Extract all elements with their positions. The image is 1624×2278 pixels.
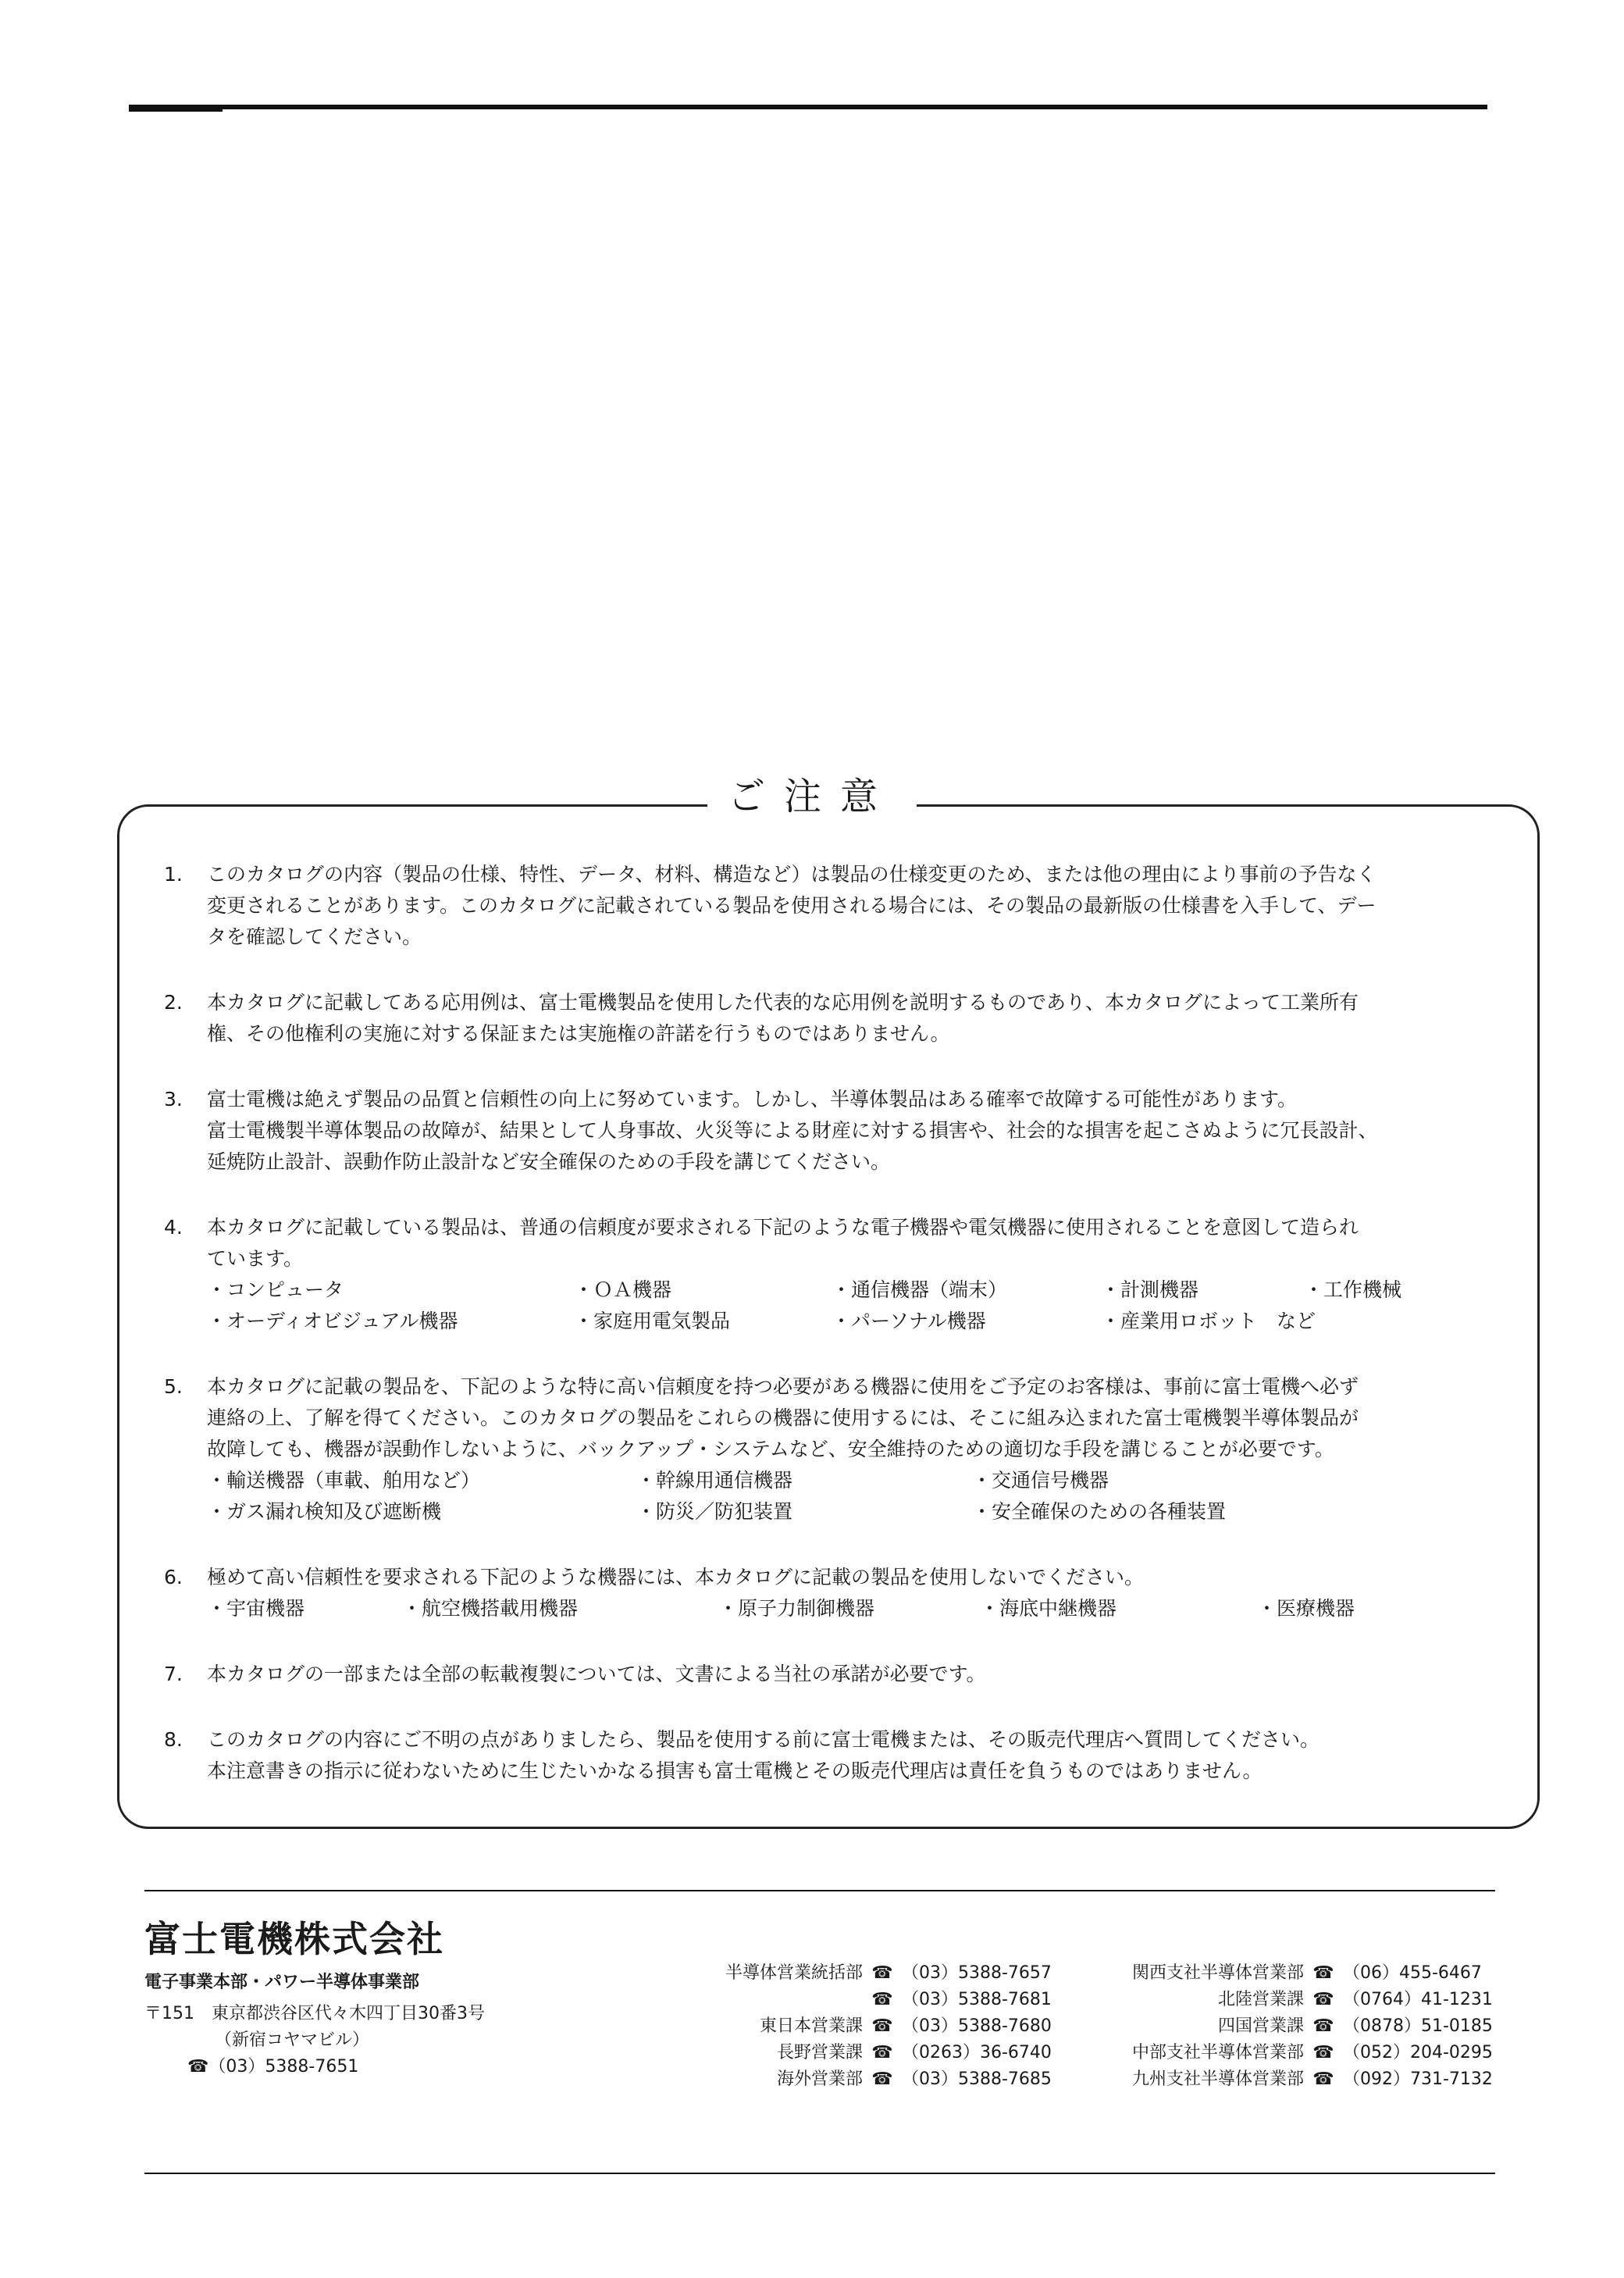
item-body (207, 1084, 1507, 1178)
notice-item-6 (164, 1562, 1507, 1624)
item-line: 故障しても、機器が誤動作しないように、バックアップ・システムなど、安全維持のための適切な手段を講じることが必要です。 (207, 1438, 1334, 1460)
contact-name: 東日本営業課 (759, 2016, 863, 2036)
item-number: 1. (164, 863, 183, 886)
list-item: ・輸送機器（車載、舶用など） (207, 1469, 481, 1492)
item-line: 本カタログに記載の製品を、下記のような特に高い信頼度を持つ必要がある機器に使用をご予定のお客様は、事前に富士電機へ必ず (207, 1375, 1359, 1398)
list-item (1304, 1306, 1507, 1337)
contact-row (671, 1960, 1052, 1987)
footer-rule-top (144, 1890, 1495, 1891)
notice-item-2 (164, 987, 1507, 1050)
list-item: ・ＯＡ機器 (574, 1278, 672, 1301)
equipment-list (207, 1465, 1507, 1528)
list-item: ・海底中継機器 (980, 1597, 1117, 1620)
contact-row (671, 2040, 1052, 2066)
list-item: ・交通信号機器 (972, 1469, 1109, 1492)
phone-icon: ☎ (1312, 2069, 1334, 2089)
list-item: ・パーソナル機器 (832, 1310, 986, 1332)
notice-item-1 (164, 859, 1507, 953)
item-line: 連絡の上、了解を得てください。このカタログの製品をこれらの機器に使用するには、そこに組み込まれた富士電機製半導体製品が (207, 1406, 1359, 1429)
item-line: 富士電機は絶えず製品の品質と信頼性の向上に努めています。しかし、半導体製品はある確率で故障する可能性があります。 (207, 1088, 1298, 1110)
contact-phone: （0263）36-6740 (902, 2043, 1052, 2062)
item-body (207, 1371, 1507, 1528)
notice-item-3 (164, 1084, 1507, 1178)
list-item: ・航空機搭載用機器 (402, 1597, 579, 1620)
item-line: 本カタログに記載してある応用例は、富士電機製品を使用した代表的な応用例を説明するものであり、本カタログによって工業所有 (207, 991, 1359, 1014)
contacts-left (671, 1960, 1052, 2093)
phone-icon: ☎ (1312, 2016, 1334, 2036)
contact-row (1085, 2013, 1493, 2040)
contact-name: 北陸営業課 (1217, 1990, 1304, 2009)
phone-icon: ☎ (1312, 1963, 1334, 1983)
item-line: 本カタログに記載している製品は、普通の信頼度が要求される下記のような電子機器や電気機器に使用されることを意図して造られ (207, 1216, 1359, 1239)
item-line: ています。 (207, 1247, 304, 1270)
contact-row (1085, 1960, 1493, 1987)
contacts-right (1085, 1960, 1493, 2093)
contact-phone: （03）5388-7680 (902, 2016, 1052, 2036)
list-item: ・家庭用電気製品 (574, 1310, 731, 1332)
top-rule (129, 105, 1487, 109)
notice-item-4 (164, 1212, 1507, 1337)
list-item: ・幹線用通信機器 (636, 1469, 793, 1492)
contact-row (1085, 2040, 1493, 2066)
contact-name: 九州支社半導体営業部 (1131, 2069, 1304, 2089)
contact-name: 海外営業部 (776, 2069, 863, 2089)
item-line: 変更されることがあります。このカタログに記載されている製品を使用される場合には、その製品の最新版の仕様書を入手して、デー (207, 894, 1376, 917)
item-body (207, 1562, 1507, 1624)
notice-item-8 (164, 1724, 1507, 1787)
contact-phone: （03）5388-7657 (902, 1963, 1052, 1983)
item-line: 権、その他権利の実施に対する保証または実施権の許諾を行うものではありません。 (207, 1022, 950, 1045)
contact-name: 長野営業課 (776, 2043, 863, 2062)
list-item: ・工作機械 (1304, 1278, 1402, 1301)
phone-icon: ☎ (871, 1990, 893, 2009)
address-phone: ☎（03）5388-7651 (187, 2057, 359, 2077)
item-number: 2. (164, 991, 183, 1014)
equipment-list (207, 1274, 1507, 1337)
notice-title: ご注意 (707, 775, 917, 818)
contact-row (671, 2013, 1052, 2040)
list-item: ・医療機器 (1257, 1597, 1355, 1620)
item-number: 3. (164, 1088, 183, 1110)
list-item: ・計測機器 (1101, 1278, 1199, 1301)
contact-phone: （06）455-6467 (1343, 1963, 1482, 1983)
item-line: タを確認してください。 (207, 925, 422, 948)
item-body (207, 1724, 1507, 1787)
phone-icon: ☎ (871, 2069, 893, 2089)
contact-phone: （0764）41-1231 (1343, 1990, 1493, 2009)
footer-rule-bottom (144, 2173, 1495, 2174)
phone-icon: ☎ (871, 1963, 893, 1983)
list-item: ・通信機器（端末） (832, 1278, 1008, 1301)
contact-phone: （052）204-0295 (1343, 2043, 1493, 2062)
contact-name: 半導体営業統括部 (725, 1963, 863, 1983)
contact-row (671, 1987, 1052, 2013)
contact-phone: （0878）51-0185 (1343, 2016, 1493, 2036)
notice-item-7 (164, 1659, 1507, 1690)
contact-phone: （03）5388-7681 (902, 1990, 1052, 2009)
list-item: ・宇宙機器 (207, 1597, 305, 1620)
address-building: （新宿コヤマビル） (215, 2030, 370, 2050)
phone-icon: ☎ (1312, 2043, 1334, 2062)
division-name: 電子事業本部・パワー半導体事業部 (144, 1973, 420, 1992)
notice-title-wrap (0, 773, 1624, 820)
item-number: 6. (164, 1566, 183, 1588)
company-name: 富士電機株式会社 (144, 1918, 444, 1960)
item-body (207, 987, 1507, 1050)
notice-list (164, 859, 1507, 1821)
contact-phone: （03）5388-7685 (902, 2069, 1052, 2089)
item-body (207, 1212, 1507, 1337)
item-number: 8. (164, 1728, 183, 1751)
list-item: ・防災／防犯装置 (636, 1500, 793, 1523)
item-line: 本注意書きの指示に従わないために生じたいかなる損害も富士電機とその販売代理店は責任を負うものではありません。 (207, 1759, 1263, 1782)
item-body (207, 1659, 1507, 1690)
list-item: ・安全確保のための各種装置 (972, 1500, 1227, 1523)
contact-name: 四国営業課 (1217, 2016, 1304, 2036)
address-line: 〒151 東京都渋谷区代々木四丁目30番3号 (144, 2004, 485, 2023)
list-item: ・ガス漏れ検知及び遮断機 (207, 1500, 442, 1523)
item-number: 5. (164, 1375, 183, 1398)
contact-name: 中部支社半導体営業部 (1131, 2043, 1304, 2062)
item-body (207, 859, 1507, 953)
equipment-list (207, 1593, 1507, 1624)
phone-icon: ☎ (1312, 1990, 1334, 2009)
contact-row (1085, 2066, 1493, 2093)
contact-name: 関西支社半導体営業部 (1131, 1963, 1304, 1983)
contact-name (671, 1987, 863, 2013)
item-line: このカタログの内容（製品の仕様、特性、データ、材料、構造など）は製品の仕様変更のため、または他の理由により事前の予告なく (207, 863, 1376, 886)
list-item: ・産業用ロボット など (1101, 1310, 1316, 1332)
contact-phone: （092）731-7132 (1343, 2069, 1493, 2089)
item-line: 本カタログの一部または全部の転載複製については、文書による当社の承諾が必要です。 (207, 1663, 986, 1685)
list-item: ・原子力制御機器 (718, 1597, 875, 1620)
phone-icon: ☎ (871, 2016, 893, 2036)
item-line: 極めて高い信頼性を要求される下記のような機器には、本カタログに記載の製品を使用しないでください。 (207, 1566, 1145, 1588)
contact-row (1085, 1987, 1493, 2013)
item-line: 延焼防止設計、誤動作防止設計など安全確保のための手段を講じてください。 (207, 1150, 891, 1173)
notice-item-5 (164, 1371, 1507, 1528)
item-number: 7. (164, 1663, 183, 1685)
item-line: 富士電機製半導体製品の故障が、結果として人身事故、火災等による財産に対する損害や、社会的な損害を起こさぬように冗長設計、 (207, 1119, 1378, 1142)
top-rule-stub (129, 109, 223, 112)
item-number: 4. (164, 1216, 183, 1239)
address-block (144, 2001, 485, 2080)
contact-row (671, 2066, 1052, 2093)
phone-icon: ☎ (871, 2043, 893, 2062)
item-line: このカタログの内容にご不明の点がありましたら、製品を使用する前に富士電機または、その販売代理店へ質問してください。 (207, 1728, 1320, 1751)
list-item: ・コンピュータ (207, 1278, 344, 1301)
list-item: ・オーディオビジュアル機器 (207, 1310, 458, 1332)
